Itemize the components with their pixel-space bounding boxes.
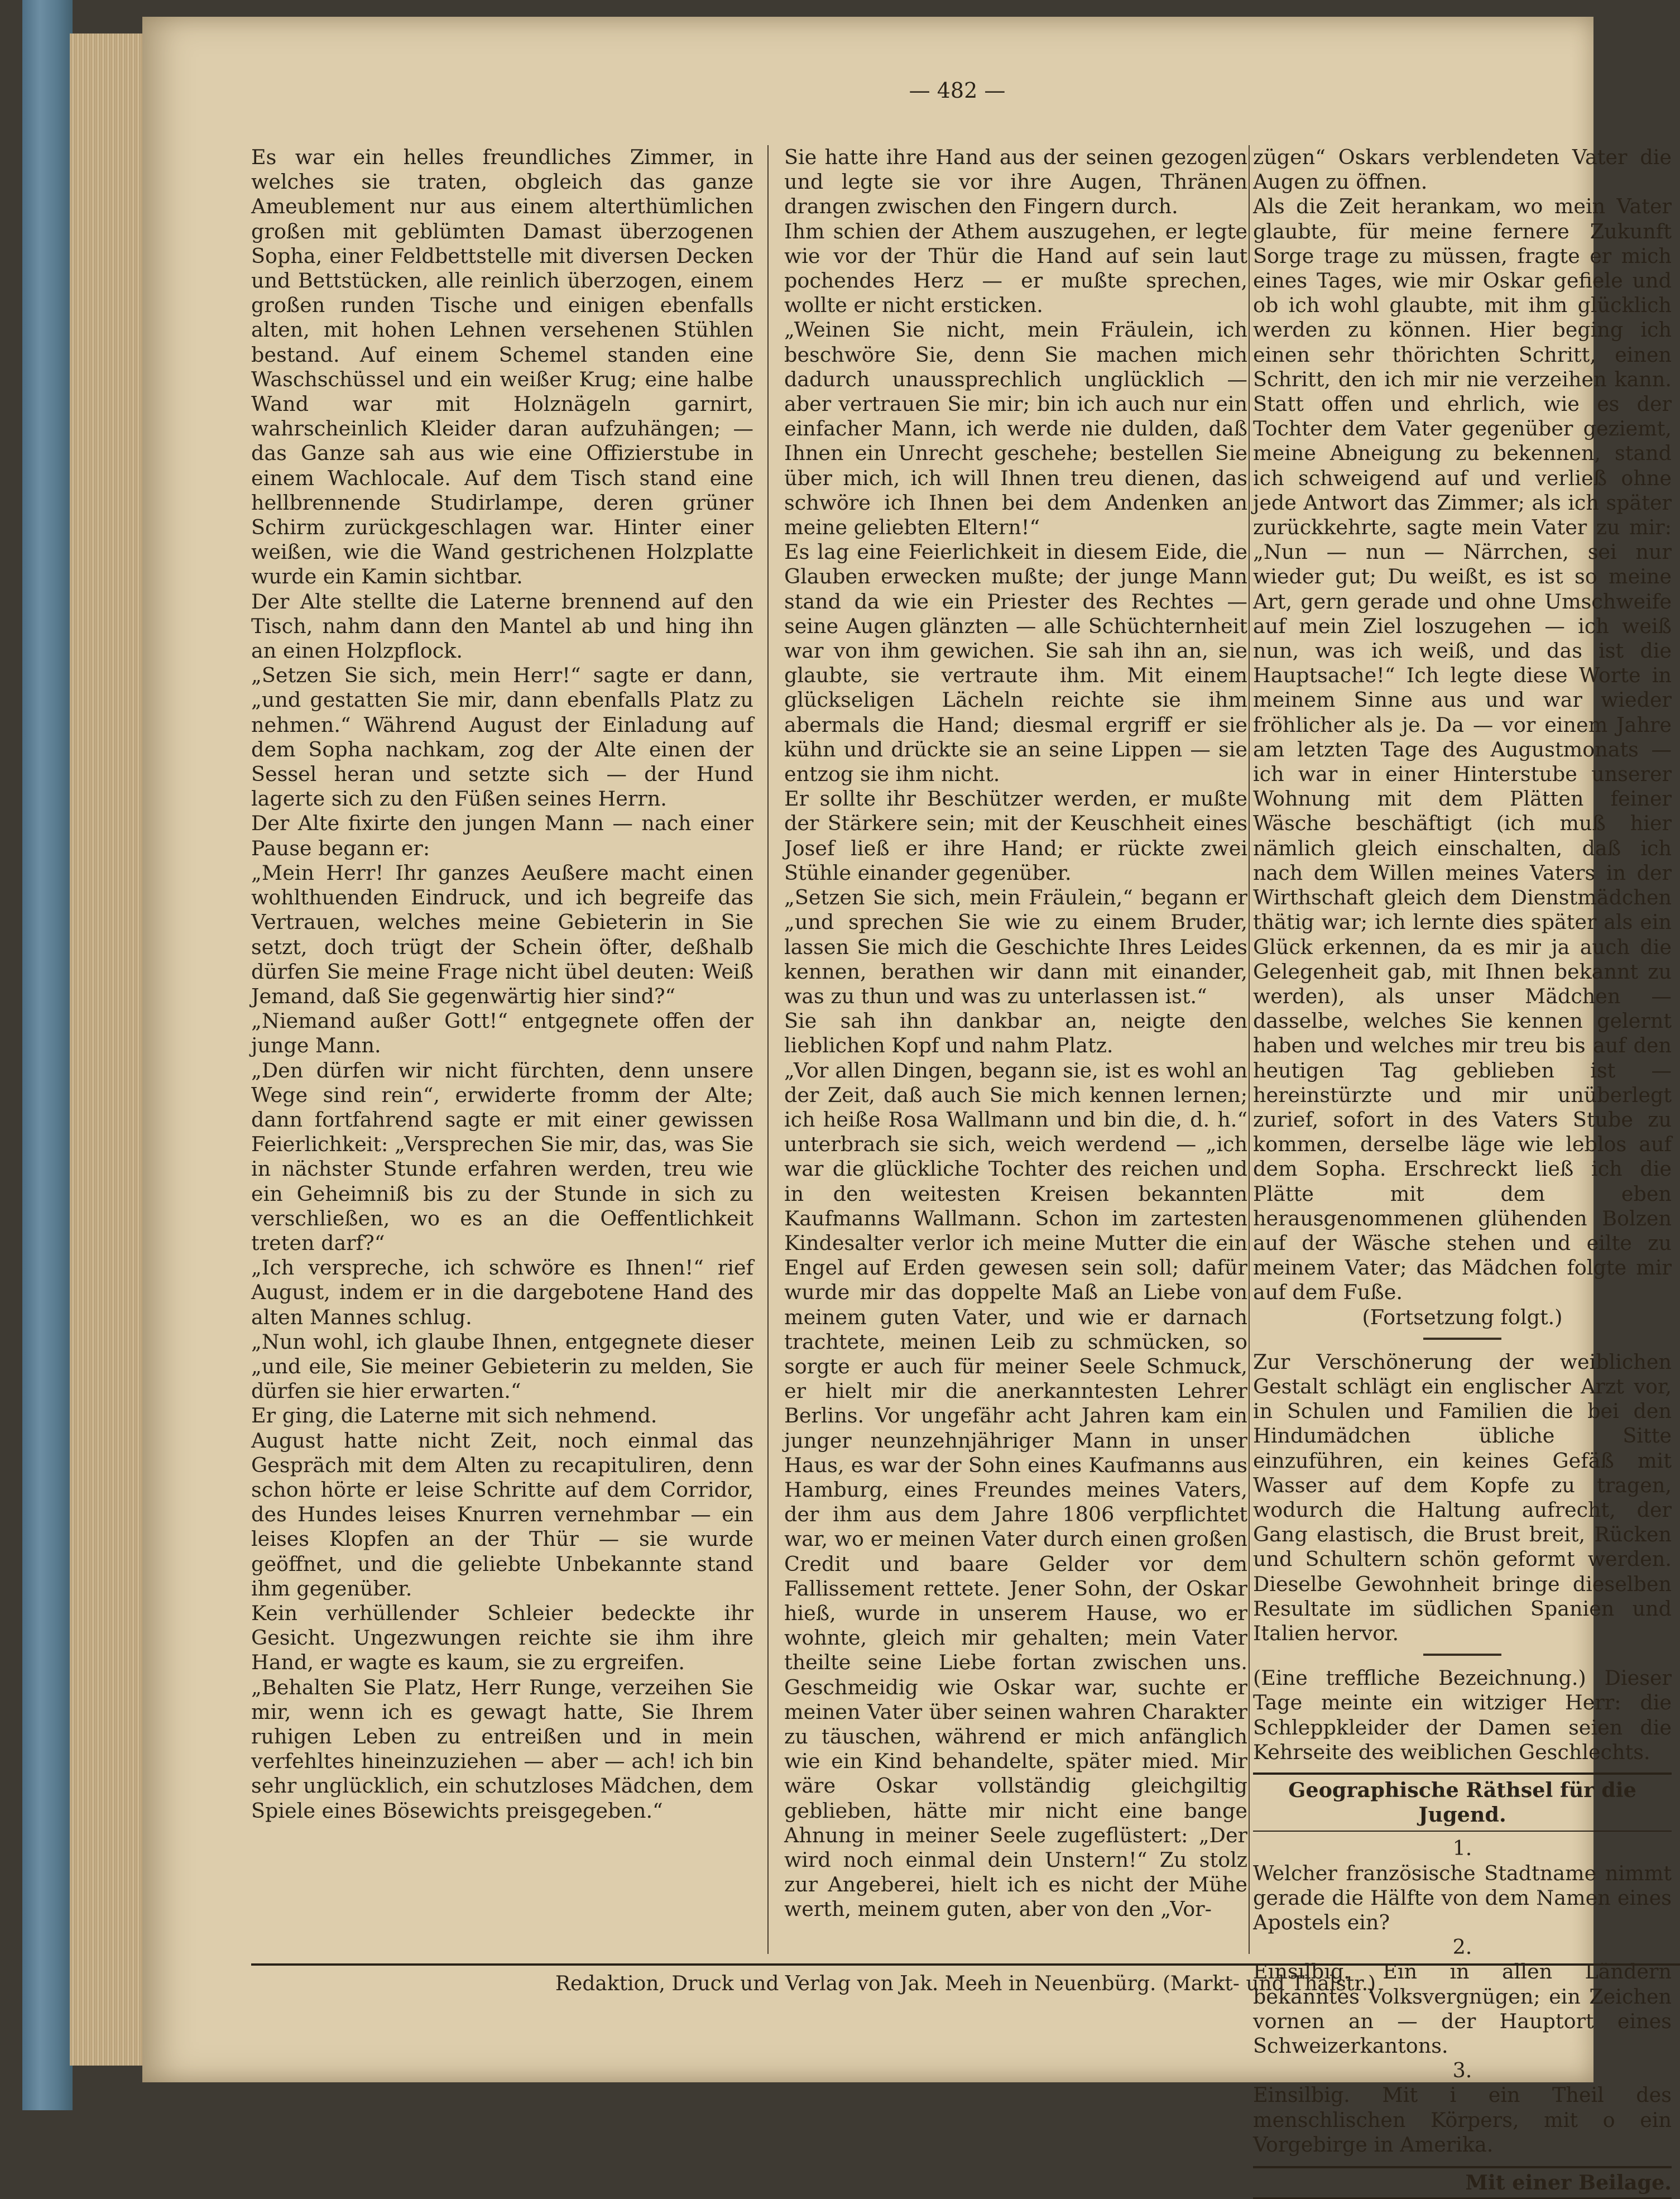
- paragraph: Es lag eine Feierlichkeit in diesem Eide, die Glauben erwecken mußte; der junge Mann stand da wie ein Priester des Rechtes — seine Augen glänzten — alle Schüchternheit war von ihm gewichen. Sie sah ihn an, sie glaubte, sie vertraute ihm. Mit einem glückseligen Lächeln reichte sie ihm abermals die Hand; diesmal ergriff er sie kühn und drückte sie an seine Lippen — sie entzog sie ihm nicht.: [784, 540, 1247, 787]
- separator-rule: [1423, 1338, 1501, 1340]
- paragraph: „Behalten Sie Platz, Herr Runge, verzeihen Sie mir, wenn ich es gewagt hatte, Sie Ihrem ruhigen Leben zu entreißen und in mein verfehltes hineinzuziehen — aber — ach! ich bin sehr unglücklich, ein schutzloses Mädchen, dem Spiele eines Bösewichts preisgegeben.“: [251, 1675, 753, 1823]
- paragraph: Kein verhüllender Schleier bedeckte ihr Gesicht. Ungezwungen reichte sie ihm ihre Hand, er wagte es kaum, sie zu ergreifen.: [251, 1601, 753, 1675]
- continuation-note: (Fortsetzung folgt.): [1362, 1305, 1563, 1329]
- column-3: [1253, 145, 1672, 2195]
- paragraph: Der Alte stellte die Laterne brennend auf den Tisch, nahm dann den Mantel ab und hing ihn an einen Holzpflock.: [251, 589, 753, 663]
- newspaper-page: [142, 17, 1672, 2195]
- column-1: [251, 145, 753, 1954]
- riddle-text: Welcher französische Stadtname nimmt gerade die Hälfte von dem Namen eines Apostels ein?: [1253, 1861, 1672, 1935]
- paragraph: „Den dürfen wir nicht fürchten, denn unsere Wege sind rein“, erwiderte fromm der Alte; dann fortfahrend sagte er mit einer gewissen Feierlichkeit: „Versprechen Sie mir, das, was Sie in nächster Stunde erfahren werden, treu wie ein Geheimniß bis zu der Stunde in sich zu verschließen, wo es an die Oeffentlichkeit treten darf?“: [251, 1058, 753, 1255]
- column-rule: [767, 145, 769, 1954]
- separator-rule: [1423, 1654, 1501, 1656]
- paragraph: Er ging, die Laterne mit sich nehmend.: [251, 1403, 657, 1428]
- imprint-footer: Redaktion, Druck und Verlag von Jak. Meeh in Neuenbürg. (Markt- und Thalstr.): [251, 1963, 1680, 1995]
- paragraph: August hatte nicht Zeit, noch einmal das Gespräch mit dem Alten zu recapituliren, denn schon hörte er leise Schritte auf dem Corridor, des Hundes leises Knurren vernehmbar — ein leises Klopfen an der Thür — sie wurde geöffnet, und die geliebte Unbekannte stand ihm gegenüber.: [251, 1428, 753, 1601]
- riddle-number: 1.: [1452, 1836, 1472, 1861]
- column-2: [784, 145, 1247, 1954]
- book-binding: [22, 0, 73, 2110]
- paragraph: „Niemand außer Gott!“ entgegnete offen der junge Mann.: [251, 1009, 753, 1058]
- paragraph: (Eine treffliche Bezeichnung.) Dieser Tage meinte ein witziger Herr: die Schleppkleider der Damen seien die Kehrseite des weiblichen Geschlechts.: [1253, 1666, 1672, 1764]
- paragraph: Sie hatte ihre Hand aus der seinen gezogen und legte sie vor ihre Augen, Thränen drangen zwischen den Fingern durch.: [784, 145, 1247, 219]
- paragraph: „Setzen Sie sich, mein Fräulein,“ begann er „und sprechen Sie wie zu einem Bruder, lassen Sie mich die Geschichte Ihres Leides kennen, berathen wir dann mit einander, was zu thun und was zu unterlassen ist.“: [784, 885, 1247, 1008]
- paragraph: „Nun wohl, ich glaube Ihnen, entgegnete dieser „und eile, Sie meiner Gebieterin zu melden, Sie dürfen sie hier erwarten.“: [251, 1329, 753, 1403]
- riddle-number: 3.: [1452, 2058, 1472, 2083]
- riddle-text: Einsilbig. Ein in allen Ländern bekanntes Volksvergnügen; ein Zeichen vornen an — der Hauptort eines Schweizerkantons.: [1253, 1960, 1672, 2058]
- paragraph: Es war ein helles freundliches Zimmer, in welches sie traten, obgleich das ganze Ameublement nur aus einem alterthümlichen großen mit geblümten Damast überzogenen Sopha, einer Feldbettstelle mit diversen Decken und Bettstücken, alle reinlich überzogen, einem großen runden Tische und einigen ebenfalls alten, mit hohen Lehnen versehenen Stühlen bestand. Auf einem Schemel standen eine Waschschüssel und ein weißer Krug; eine halbe Wand war mit Holznägeln garnirt, wahrscheinlich Kleider daran aufzuhängen; — das Ganze sah aus wie eine Offizierstube in einem Wachlocale. Auf dem Tisch stand eine hellbrennende Studirlampe, deren grüner Schirm zurückgeschlagen war. Hinter einer weißen, wie die Wand gestrichenen Holzplatte wurde ein Kamin sichtbar.: [251, 145, 753, 589]
- paragraph: Der Alte fixirte den jungen Mann — nach einer Pause begann er:: [251, 811, 753, 860]
- riddle-text: Einsilbig. Mit i ein Theil des menschlischen Körpers, mit o ein Vorgebirge in Amerika.: [1253, 2083, 1672, 2157]
- riddle-number: 2.: [1452, 1935, 1472, 1960]
- paragraph: „Setzen Sie sich, mein Herr!“ sagte er dann, „und gestatten Sie mir, dann ebenfalls Platz zu nehmen.“ Während August der Einladung auf dem Sopha nachkam, zog der Alte einen der Sessel heran und setzte sich — der Hund lagerte sich zu den Füßen seines Herrn.: [251, 663, 753, 811]
- paragraph: Als die Zeit herankam, wo mein Vater glaubte, für meine fernere Zukunft Sorge trage zu müssen, fragte er mich eines Tages, wie mir Oskar gefiele und ob ich wohl glaubte, mit ihm glücklich werden zu können. Hier beging ich einen sehr thörichten Schritt, einen Schritt, den ich mir nie verzeihen kann. Statt offen und ehrlich, wie es der Tochter dem Vater gegenüber geziemt, meine Abneigung zu bekennen, stand ich schweigend auf und verließ ohne jede Antwort das Zimmer; als ich später zurückkehrte, sagte mein Vater zu mir: „Nun — nun — Närrchen, sei nur wieder gut; Du weißt, es ist so meine Art, gern gerade und ohne Umschweife auf mein Ziel loszugehen — ich weiß nun, was ich weiß, und das ist die Hauptsache!“ Ich legte diese Worte in meinem Sinne aus und war wieder fröhlicher als je. Da — vor einem Jahre am letzten Tage des Augustmonats — ich war in einer Hinterstube unserer Wohnung mit dem Plätten feiner Wäsche beschäftigt (ich muß hier nämlich gleich einschalten, daß ich nach dem Willen meines Vaters in der Wirthschaft gleich dem Dienstmädchen thätig war; ich lernte dies später als ein Glück erkennen, da es mir ja auch die Gelegenheit gab, mit Ihnen bekannt zu werden), als unser Mädchen — dasselbe, welches Sie kennen gelernt haben und welches mir treu bis auf den heutigen Tag geblieben ist — hereinstürzte und mir unüberlegt zurief, sofort in des Vaters Stube zu kommen, derselbe läge wie leblos auf dem Sopha. Erschreckt ließ ich die Plätte mit dem eben herausgenommenen glühenden Bolzen auf der Wäsche stehen und eilte zu meinem Vater; das Mädchen folgte mir auf dem Fuße.: [1253, 194, 1672, 1305]
- supplement-note: Mit einer Beilage.: [1253, 2166, 1672, 2199]
- paragraph: „Mein Herr! Ihr ganzes Aeußere macht einen wohlthuenden Eindruck, und ich begreife das Vertrauen, welches meine Gebieterin in Sie setzt, doch trügt der Schein öfter, deßhalb dürfen Sie meine Frage nicht übel deuten: Weiß Jemand, daß Sie gegenwärtig hier sind?“: [251, 860, 753, 1008]
- paragraph: „Vor allen Dingen, begann sie, ist es wohl an der Zeit, daß auch Sie mich kennen lernen; ich heiße Rosa Wallmann und bin die, d. h.“ unterbrach sie sich, weich werdend — „ich war die glückliche Tochter des reichen und in den weitesten Kreisen bekannten Kaufmanns Wallmann. Schon im zartesten Kindesalter verlor ich meine Mutter die ein Engel auf Erden gewesen sein soll; dafür wurde mir das doppelte Maß an Liebe von meinem guten Vater, und wie er darnach trachtete, meinen Leib zu schmücken, so sorgte er auch für meiner Seele Schmuck, er hielt mir die anerkanntesten Lehrer Berlins. Vor ungefähr acht Jahren kam ein junger neunzehnjähriger Mann in unser Haus, es war der Sohn eines Kaufmanns aus Hamburg, eines Freundes meines Vaters, der ihm aus dem Jahre 1806 verpflichtet war, wo er meinen Vater durch einen großen Credit und baare Gelder vor dem Fallissement rettete. Jener Sohn, der Oskar hieß, wurde in unserem Hause, wo er wohnte, gleich mir gehalten; mein Vater theilte seine Liebe fortan zwischen uns. Geschmeidig wie Oskar war, suchte er meinen Vater über seinen wahren Charakter zu täuschen, während er mich anfänglich wie ein Kind behandelte, später mied. Mir wäre Oskar vollständig gleichgiltig geblieben, hätte mir nicht eine bange Ahnung in meiner Seele zugeflüstert: „Der wird noch einmal dein Unstern!“ Zu stolz zur Angeberei, hielt ich es nicht der Mühe werth, meinem guten, aber von den „Vor-: [784, 1058, 1247, 1922]
- paragraph: zügen“ Oskars verblendeten Vater die Augen zu öffnen.: [1253, 145, 1672, 194]
- paragraph: Sie sah ihn dankbar an, neigte den lieblichen Kopf und nahm Platz.: [784, 1009, 1247, 1058]
- paragraph: Zur Verschönerung der weiblichen Gestalt schlägt ein englischer Arzt vor, in Schulen und Familien die bei den Hindumädchen übliche Sitte einzuführen, ein keines Gefäß mit Wasser auf dem Kopfe zu tragen, wodurch die Haltung aufrecht, der Gang elastisch, die Brust breit, Rücken und Schultern schön geformt werden. Dieselbe Gewohnheit bringe dieselben Resultate im südlichen Spanien und Italien hervor.: [1253, 1349, 1672, 1645]
- paragraph: „Ich verspreche, ich schwöre es Ihnen!“ rief August, indem er in die dargebotene Hand des alten Mannes schlug.: [251, 1256, 753, 1329]
- riddles-title: Geographische Räthsel für die Jugend.: [1253, 1772, 1672, 1832]
- column-rule: [1249, 145, 1250, 1954]
- paragraph: Er sollte ihr Beschützer werden, er mußte der Stärkere sein; mit der Keuschheit eines Josef ließ er ihre Hand; er rückte zwei Stühle einander gegenüber.: [784, 787, 1247, 885]
- page-edges: [70, 33, 148, 2066]
- page-number: — 482 —: [909, 78, 1006, 103]
- paragraph: Ihm schien der Athem auszugehen, er legte wie vor der Thür die Hand auf sein laut pochendes Herz — er mußte sprechen, wollte er nicht ersticken.: [784, 219, 1247, 318]
- paragraph: „Weinen Sie nicht, mein Fräulein, ich beschwöre Sie, denn Sie machen mich dadurch unaussprechlich unglücklich — aber vertrauen Sie mir; bin ich auch nur ein einfacher Mann, ich werde nie dulden, daß Ihnen ein Unrecht geschehe; bestellen Sie über mich, ich will Ihnen treu dienen, das schwöre ich Ihnen bei dem Andenken an meine geliebten Eltern!“: [784, 318, 1247, 540]
